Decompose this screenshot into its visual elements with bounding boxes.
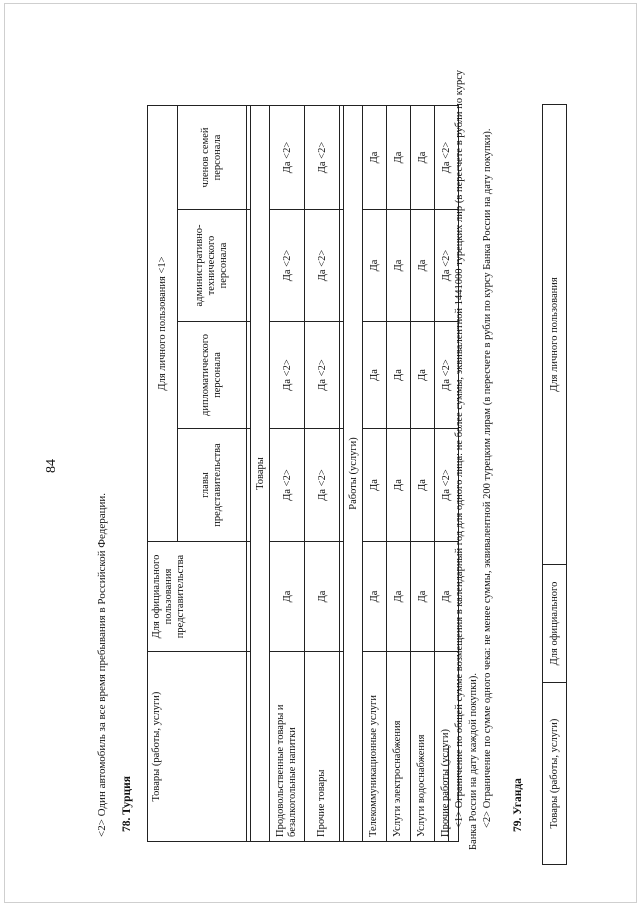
cell-head: Да bbox=[411, 429, 435, 542]
uganda-table bbox=[542, 104, 567, 865]
cell-official: Да bbox=[305, 542, 340, 652]
cell-head: Да <2> bbox=[270, 429, 305, 542]
footnote-2: <2> Ограничение по сумме одного чека: не менее суммы, эквивалентной 200 турецким лирам (в пересчете в рубли по курсу Банка России на дату покупки). bbox=[482, 128, 494, 828]
cell-admin-tech: Да <2> bbox=[435, 210, 459, 322]
group-label-goods: Товары bbox=[251, 105, 270, 841]
page-number: 84 bbox=[44, 459, 59, 473]
cell-admin-tech: Да bbox=[411, 210, 435, 322]
header-goods: Товары (работы, услуги) bbox=[543, 683, 567, 865]
row-name: Услуги водоснабжения bbox=[411, 652, 435, 842]
cell-admin-tech: Да bbox=[363, 210, 387, 322]
group-row-goods bbox=[251, 105, 270, 841]
header-diplomatic-staff: дипломатического персонала bbox=[178, 322, 247, 429]
header-official-use: Для официального bbox=[543, 565, 567, 683]
cell-official: Да bbox=[270, 542, 305, 652]
header-goods: Товары (работы, услуги) bbox=[148, 652, 247, 842]
row-name: Продовольственные товары и безалкогольные напитки bbox=[270, 652, 305, 842]
header-official-use: Для официального пользования представительства bbox=[148, 542, 247, 652]
section-title-uganda: 79. Уганда bbox=[512, 778, 524, 832]
footnotes bbox=[448, 70, 496, 850]
turkey-table bbox=[147, 105, 459, 842]
cell-head: Да <2> bbox=[435, 429, 459, 542]
cell-head: Да bbox=[387, 429, 411, 542]
cell-head: Да bbox=[363, 429, 387, 542]
cell-diplomatic: Да bbox=[411, 322, 435, 429]
row-name: Прочие товары bbox=[305, 652, 340, 842]
row-name: Прочие работы (услуги) bbox=[435, 652, 459, 842]
footnote-rule bbox=[448, 746, 449, 842]
section-title-turkey: 78. Турция bbox=[121, 776, 133, 832]
cell-diplomatic: Да bbox=[387, 322, 411, 429]
cell-diplomatic: Да <2> bbox=[305, 322, 340, 429]
table-row bbox=[363, 105, 387, 841]
cell-head: Да <2> bbox=[305, 429, 340, 542]
cell-family: Да bbox=[411, 105, 435, 209]
group-row-works bbox=[344, 105, 363, 841]
row-name: Телекоммуникационные услуги bbox=[363, 652, 387, 842]
table-row bbox=[387, 105, 411, 841]
table-row bbox=[411, 105, 435, 841]
header-personal-use: Для личного пользования <1> bbox=[148, 105, 178, 541]
previous-section-footnote: <2> Один автомобиль за все время пребывания в Российской Федерации. bbox=[96, 492, 108, 837]
table-row bbox=[305, 105, 340, 841]
header-personal-use: Для личного пользования bbox=[543, 105, 567, 565]
cell-diplomatic: Да <2> bbox=[435, 322, 459, 429]
footnote-1: <1> Ограничение по общей сумме возмещения в календарный год для одного лица: не более суммы, эквивалентной 1441000 турецких лир (в пересчете в рубли по курсу Банка России на дату каждой покупки). bbox=[454, 70, 480, 850]
cell-family: Да <2> bbox=[270, 105, 305, 209]
cell-admin-tech: Да <2> bbox=[305, 210, 340, 322]
header-family-members: членов семей персонала bbox=[178, 105, 247, 209]
cell-family: Да <2> bbox=[305, 105, 340, 209]
cell-official: Да bbox=[411, 542, 435, 652]
cell-admin-tech: Да <2> bbox=[270, 210, 305, 322]
row-name: Услуги электроснабжения bbox=[387, 652, 411, 842]
cell-diplomatic: Да bbox=[363, 322, 387, 429]
cell-diplomatic: Да <2> bbox=[270, 322, 305, 429]
cell-official: Да bbox=[387, 542, 411, 652]
header-head-of-mission: главы представительства bbox=[178, 429, 247, 542]
group-label-works: Работы (услуги) bbox=[344, 105, 363, 841]
header-admin-tech-staff: административно-технического персонала bbox=[178, 210, 247, 322]
cell-official: Да bbox=[363, 542, 387, 652]
cell-family: Да <2> bbox=[435, 105, 459, 209]
cell-family: Да bbox=[363, 105, 387, 209]
cell-official: Да bbox=[435, 542, 459, 652]
table-row bbox=[270, 105, 305, 841]
cell-family: Да bbox=[387, 105, 411, 209]
cell-admin-tech: Да bbox=[387, 210, 411, 322]
